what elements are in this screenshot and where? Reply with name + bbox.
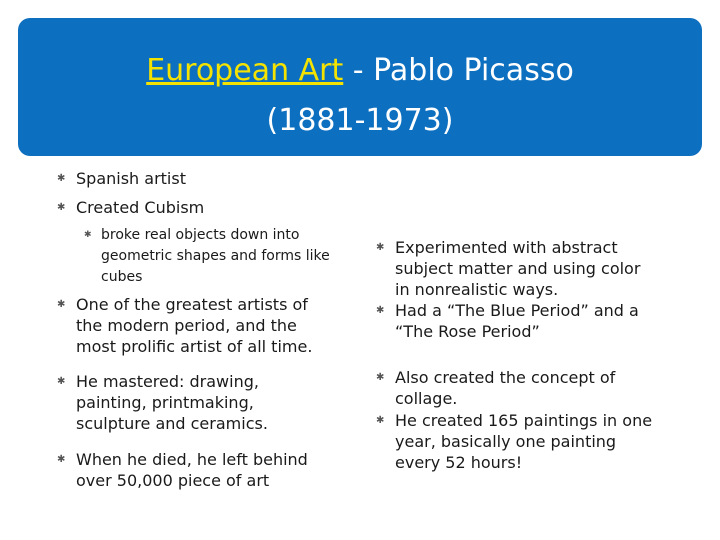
asterisk-bullet-icon: ✱: [376, 242, 385, 253]
asterisk-bullet-icon: ✱: [376, 415, 385, 426]
title-years: (1881-1973): [266, 103, 454, 138]
asterisk-bullet-icon: ✱: [57, 202, 66, 213]
title-rest: - Pablo Picasso: [343, 53, 574, 88]
bullet-text: He mastered: drawing, painting, printmaking, sculpture and ceramics.: [76, 372, 268, 433]
slide-title: [18, 46, 702, 146]
bullet-text: Also created the concept of collage.: [395, 368, 616, 408]
asterisk-bullet-icon: ✱: [57, 454, 66, 465]
asterisk-bullet-icon: ✱: [376, 372, 385, 383]
title-banner: [18, 18, 702, 156]
bullet-created-cubism: [57, 197, 316, 218]
bullet-text: One of the greatest artists of the modern period, and the most prolific artist of all time.: [76, 295, 313, 356]
subbullet-cubism: [84, 225, 331, 288]
bullet-collage: [376, 367, 657, 409]
bullet-text: Created Cubism: [76, 198, 205, 217]
title-accent: European Art: [146, 53, 344, 88]
bullet-text: Experimented with abstract subject matter and using color in nonrealistic ways.: [395, 238, 641, 299]
asterisk-bullet-icon: ✱: [376, 305, 385, 316]
bullet-greatest-artist: [57, 294, 338, 357]
asterisk-bullet-icon: ✱: [57, 299, 66, 310]
bullet-text: When he died, he left behind over 50,000 piece of art: [76, 450, 308, 490]
asterisk-bullet-icon: ✱: [57, 376, 66, 387]
bullet-text: He created 165 paintings in one year, basically one painting every 52 hours!: [395, 411, 653, 472]
bullet-text: broke real objects down into geometric shapes and forms like cubes: [101, 227, 330, 285]
asterisk-bullet-icon: ✱: [57, 173, 66, 184]
bullet-abstract: [376, 237, 657, 300]
bullet-text: Spanish artist: [76, 169, 186, 188]
bullet-text: Had a “The Blue Period” and a “The Rose Period”: [395, 301, 639, 341]
bullet-spanish-artist: [57, 168, 316, 189]
bullet-left-behind: [57, 449, 336, 491]
bullet-mastered: [57, 371, 316, 434]
bullet-165-paintings: [376, 410, 665, 473]
asterisk-bullet-icon: ✱: [84, 230, 92, 240]
bullet-periods: [376, 300, 657, 342]
